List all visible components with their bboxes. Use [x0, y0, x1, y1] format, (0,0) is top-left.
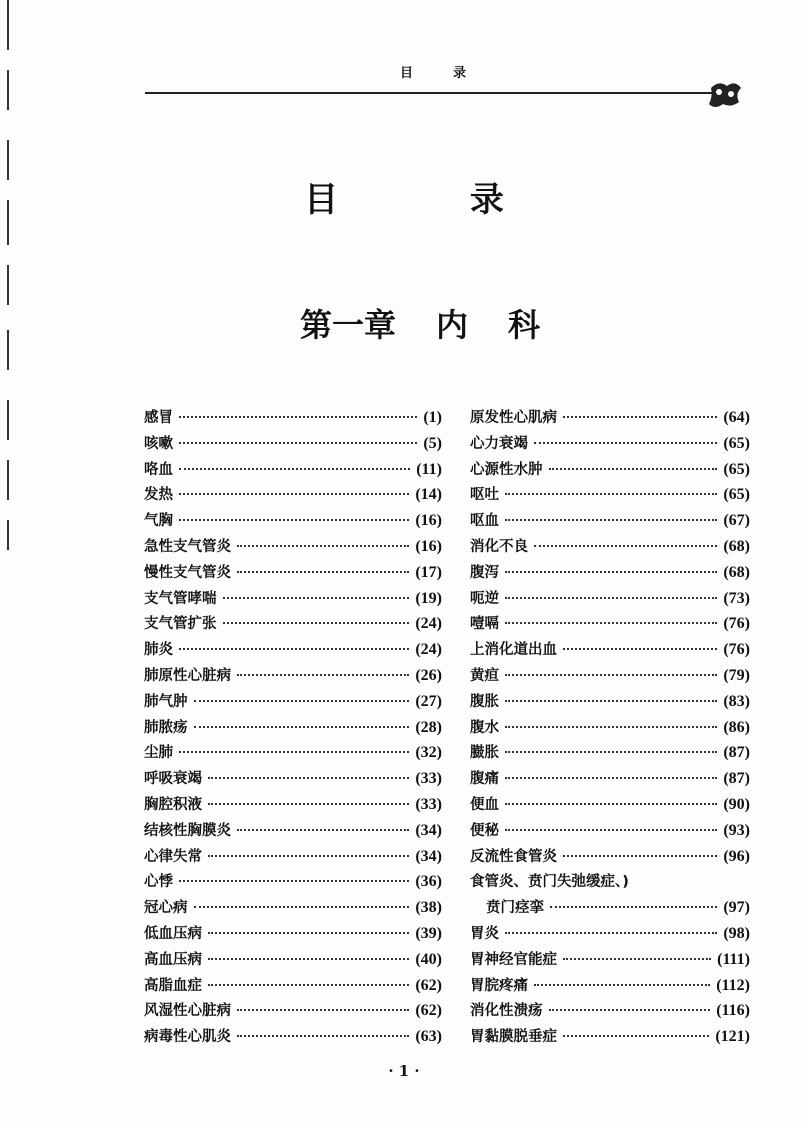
toc-entry-page: (111) [717, 950, 750, 968]
toc-entry[interactable] [470, 793, 750, 819]
toc-entry-title: 腹痛 [470, 771, 499, 788]
toc-entry-title: 高血压病 [144, 951, 202, 968]
toc-entry[interactable] [470, 716, 750, 742]
toc-right-column [470, 406, 750, 1051]
toc-entry[interactable] [144, 561, 442, 587]
dot-leader [505, 597, 717, 599]
toc-entry-page: (68) [723, 537, 750, 555]
dot-leader [505, 700, 717, 702]
toc-entry-page: (86) [723, 718, 750, 736]
toc-entry-title: 结核性胸膜炎 [144, 822, 231, 839]
toc-entry-title: 腹水 [470, 719, 499, 736]
toc-entry-page: (27) [415, 692, 442, 710]
dot-leader [534, 442, 717, 444]
toc-entry-title: 心律失常 [144, 848, 202, 865]
toc-entry[interactable] [470, 638, 750, 664]
toc-entry-title: 心悸 [144, 874, 173, 891]
toc-entry-title: 腹泻 [470, 564, 499, 581]
toc-entry[interactable] [470, 819, 750, 845]
toc-entry[interactable] [144, 535, 442, 561]
toc-entry[interactable] [470, 483, 750, 509]
chapter-heading [300, 300, 580, 346]
toc-entry-title: 呕血 [470, 513, 499, 530]
dot-leader [208, 803, 409, 805]
toc-entry[interactable] [470, 741, 750, 767]
toc-entry-title: 肺炎 [144, 642, 173, 659]
dot-leader [237, 1009, 409, 1011]
toc-entry-title: 胃炎 [470, 925, 499, 942]
toc-entry-page: (76) [723, 615, 750, 633]
toc-entry-title: 支气管哮喘 [144, 590, 217, 607]
toc-entry-title: 心力衰竭 [470, 435, 528, 452]
scan-edge [7, 400, 9, 440]
toc-entry-title: 气胸 [144, 513, 173, 530]
toc-entry-page: (24) [415, 615, 442, 633]
scan-edge [7, 520, 9, 550]
toc-entry-page: (26) [415, 666, 442, 684]
dot-leader [208, 777, 409, 779]
toc-entry-page: (38) [415, 899, 442, 917]
toc-entry-title: 食管炎、贲门失弛缓症、) [470, 874, 629, 891]
dot-leader [179, 519, 409, 521]
dot-leader [505, 932, 717, 934]
toc-entry-page: (39) [415, 924, 442, 942]
toc-entry-title: 臌胀 [470, 745, 499, 762]
toc-entry[interactable] [144, 483, 442, 509]
toc-entry-page: (68) [723, 563, 750, 581]
toc-entry[interactable] [144, 793, 442, 819]
toc-entry-page: (116) [716, 1002, 750, 1020]
toc-entry[interactable] [470, 664, 750, 690]
dot-leader [208, 932, 409, 934]
toc-entry[interactable] [144, 819, 442, 845]
dot-leader [194, 700, 410, 702]
toc-entry-page: (33) [415, 770, 442, 788]
scan-edge [7, 460, 9, 500]
toc-entry-page: (16) [415, 537, 442, 555]
toc-entry-page: (97) [723, 899, 750, 917]
dot-leader [208, 855, 409, 857]
dot-leader [179, 416, 417, 418]
dot-leader [505, 777, 717, 779]
toc-entry-page: (112) [716, 976, 750, 994]
dot-leader [505, 751, 717, 753]
toc-entry-title: 冠心病 [144, 900, 188, 917]
toc-entry[interactable] [144, 664, 442, 690]
dot-leader [208, 958, 409, 960]
toc-entry-title: 噎嗝 [470, 616, 499, 633]
dot-leader [549, 468, 718, 470]
toc-entry-page: (90) [723, 795, 750, 813]
dot-leader [505, 726, 717, 728]
toc-entry-title: 黄疸 [470, 667, 499, 684]
toc-entry-title: 咯血 [144, 461, 173, 478]
toc-entry-title: 肺气肿 [144, 693, 188, 710]
toc-entry[interactable] [470, 509, 750, 535]
toc-entry-page: (67) [723, 512, 750, 530]
dot-leader [505, 674, 717, 676]
toc-entry[interactable] [144, 509, 442, 535]
toc-entry-page: (14) [415, 486, 442, 504]
toc-entry[interactable] [144, 612, 442, 638]
toc-entry-page: (65) [723, 486, 750, 504]
toc-entry[interactable] [470, 535, 750, 561]
toc-entry-page: (83) [723, 692, 750, 710]
dot-leader [223, 597, 410, 599]
dot-leader [179, 751, 409, 753]
toc-entry[interactable] [144, 1025, 442, 1051]
toc-entry-page: (64) [723, 409, 750, 426]
toc-entry-title: 胃脘疼痛 [470, 977, 528, 994]
toc-entry-title: 贲门痉挛 [486, 900, 544, 917]
toc-entry-title: 消化不良 [470, 538, 528, 555]
toc-entry-title: 消化性溃疡 [470, 1003, 543, 1020]
toc-entry-page: (65) [723, 460, 750, 478]
toc-entry-page: (93) [723, 821, 750, 839]
toc-entry[interactable] [144, 896, 442, 922]
dot-leader [563, 958, 711, 960]
running-header: 目录 [400, 66, 507, 81]
toc-entry-page: (5) [423, 434, 442, 452]
toc-entry[interactable] [144, 716, 442, 742]
toc-entry-page: (16) [415, 512, 442, 530]
chapter-name: 内 [436, 306, 469, 344]
toc-entry-title: 胸腔积液 [144, 796, 202, 813]
ornament-icon [705, 78, 745, 112]
toc-entry[interactable] [470, 974, 750, 1000]
toc-entry[interactable] [144, 458, 442, 484]
toc-entry-title: 原发性心肌病 [470, 410, 557, 426]
toc-entry[interactable] [470, 999, 750, 1025]
toc-entry[interactable] [470, 690, 750, 716]
toc-entry-title: 慢性支气管炎 [144, 564, 231, 581]
toc-entry-title: 反流性食管炎 [470, 848, 557, 865]
toc-entry[interactable] [470, 845, 750, 871]
toc-entry-title: 急性支气管炎 [144, 538, 231, 555]
toc-entry-title: 咳嗽 [144, 435, 173, 452]
toc-entry[interactable] [144, 587, 442, 613]
page-number: · 1 · [388, 1062, 420, 1080]
toc-entry-page: (28) [415, 718, 442, 736]
dot-leader [179, 493, 409, 495]
toc-entry-title: 便秘 [470, 822, 499, 839]
scan-edge [7, 330, 9, 370]
toc-entry[interactable] [470, 870, 750, 896]
toc-entry-page: (17) [415, 563, 442, 581]
toc-entry-title: 上消化道出血 [470, 642, 557, 659]
toc-entry-page: (76) [723, 641, 750, 659]
dot-leader [563, 648, 717, 650]
dot-leader [237, 829, 409, 831]
chapter-number: 第一章 [300, 306, 397, 344]
toc-entry[interactable] [470, 406, 750, 432]
dot-leader [534, 545, 717, 547]
toc-entry-title: 支气管扩张 [144, 616, 217, 633]
toc-entry-page: (36) [415, 873, 442, 891]
toc-entry[interactable] [470, 432, 750, 458]
dot-leader [179, 880, 409, 882]
toc-entry[interactable] [470, 922, 750, 948]
toc-entry-page: (62) [415, 976, 442, 994]
toc-entry-page: (65) [723, 434, 750, 452]
toc-entry-page: (96) [723, 847, 750, 865]
toc-entry-title: 病毒性心肌炎 [144, 1029, 231, 1046]
toc-entry[interactable] [470, 767, 750, 793]
toc-entry-title: 呼吸衰竭 [144, 771, 202, 788]
dot-leader [505, 493, 717, 495]
header-rule [145, 92, 715, 94]
toc-entry[interactable] [470, 587, 750, 613]
dot-leader [237, 1035, 409, 1037]
dot-leader [505, 803, 717, 805]
toc-entry[interactable] [470, 1025, 750, 1051]
toc-entry-title: 腹胀 [470, 693, 499, 710]
toc-entry-page: (79) [723, 666, 750, 684]
scan-edge [7, 0, 9, 50]
toc-entry-page: (121) [715, 1028, 750, 1046]
toc-entry-page: (32) [415, 744, 442, 762]
toc-entry-title: 心源性水肿 [470, 461, 543, 478]
toc-entry-page: (11) [416, 460, 442, 478]
dot-leader [179, 442, 417, 444]
dot-leader [179, 468, 410, 470]
toc-entry-page: (34) [415, 847, 442, 865]
toc-entry[interactable] [144, 767, 442, 793]
toc-entry[interactable] [144, 432, 442, 458]
toc-entry-title: 感冒 [144, 410, 173, 426]
toc-entry-title: 胃神经官能症 [470, 951, 557, 968]
toc-entry-title: 便血 [470, 796, 499, 813]
toc-entry-title: 肺原性心脏病 [144, 667, 231, 684]
toc-entry-page: (87) [723, 744, 750, 762]
dot-leader [550, 906, 717, 908]
toc-entry-title: 高脂血症 [144, 977, 202, 994]
toc-entry-page: (87) [723, 770, 750, 788]
toc-entry-page: (62) [415, 1002, 442, 1020]
dot-leader [237, 571, 409, 573]
toc-entry-title: 肺脓疡 [144, 719, 188, 736]
dot-leader [194, 906, 410, 908]
dot-leader [505, 519, 717, 521]
toc-entry[interactable] [470, 561, 750, 587]
toc-entry-page: (63) [415, 1028, 442, 1046]
toc-entry-page: (33) [415, 795, 442, 813]
toc-entry[interactable] [144, 845, 442, 871]
toc-entry-page: (73) [723, 589, 750, 607]
toc-entry[interactable] [470, 948, 750, 974]
toc-entry-page: (34) [415, 821, 442, 839]
dot-leader [505, 571, 717, 573]
dot-leader [563, 416, 717, 418]
dot-leader [534, 984, 710, 986]
toc-entry[interactable] [144, 690, 442, 716]
toc-entry-title: 呕吐 [470, 487, 499, 504]
toc-entry-page: (19) [415, 589, 442, 607]
toc-entry[interactable] [470, 458, 750, 484]
chapter-name-2: 科 [508, 306, 541, 344]
toc-entry-page: (1) [423, 409, 442, 426]
toc-entry-title: 尘肺 [144, 745, 173, 762]
dot-leader [563, 855, 717, 857]
dot-leader [505, 829, 717, 831]
dot-leader [179, 648, 409, 650]
dot-leader [208, 984, 409, 986]
toc-entry-title: 呃逆 [470, 590, 499, 607]
toc-entry-page: (98) [723, 924, 750, 942]
toc-entry[interactable] [144, 948, 442, 974]
dot-leader [563, 1035, 709, 1037]
toc-entry[interactable] [470, 612, 750, 638]
dot-leader [237, 545, 409, 547]
toc-entry[interactable] [144, 870, 442, 896]
toc-entry[interactable] [144, 406, 442, 432]
toc-entry[interactable] [470, 896, 750, 922]
dot-leader [549, 1009, 711, 1011]
dot-leader [505, 622, 717, 624]
toc-entry[interactable] [144, 999, 442, 1025]
toc-entry-title: 发热 [144, 487, 173, 504]
toc-entry[interactable] [144, 741, 442, 767]
toc-entry-title: 低血压病 [144, 925, 202, 942]
toc-entry-title: 风湿性心脏病 [144, 1003, 231, 1020]
dot-leader [223, 622, 410, 624]
toc-entry-page: (40) [415, 950, 442, 968]
page-title: 目 录 [304, 180, 564, 220]
toc-entry[interactable] [144, 922, 442, 948]
toc-entry-page: (24) [415, 641, 442, 659]
scan-edge [7, 70, 9, 110]
toc-entry-title: 胃黏膜脱垂症 [470, 1029, 557, 1046]
toc-left-column [144, 406, 442, 1051]
dot-leader [194, 726, 410, 728]
scan-edge [7, 265, 9, 305]
toc-entry[interactable] [144, 638, 442, 664]
toc-entry[interactable] [144, 974, 442, 1000]
dot-leader [237, 674, 409, 676]
